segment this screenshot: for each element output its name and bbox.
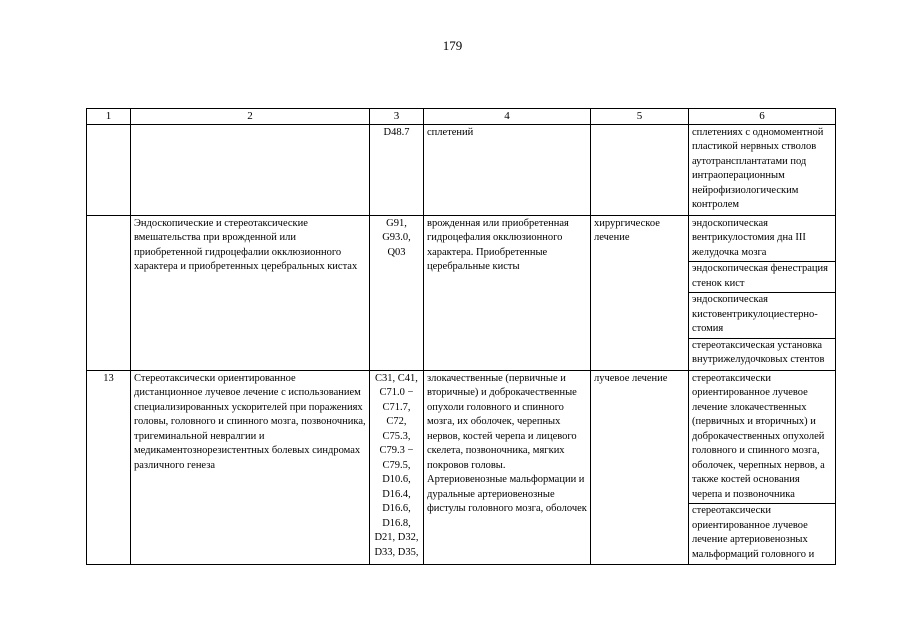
- treatment-method: эндоскопическая фенестрация стенок кист: [689, 262, 835, 293]
- treatment-method: сплетениях с одномоментной пластикой нервных стволов аутотрансплантатами под интраоперационным нейрофизиологическим контролем: [692, 126, 824, 210]
- patient-model-cell: врожденная или приобретенная гидроцефалия окклюзионного характера. Приобретенные церебральные кисты: [424, 215, 591, 370]
- procedures-table: [86, 108, 836, 565]
- column-number: 5: [591, 109, 689, 125]
- column-number: 2: [131, 109, 370, 125]
- treatment-method-cell: [689, 215, 836, 370]
- intervention-name-cell: [131, 124, 370, 215]
- icd-codes-cell: D48.7: [370, 124, 424, 215]
- row-number-cell: [87, 124, 131, 215]
- treatment-method: стереотаксически ориентированное лучевое лечение злокачественных (первичных и вторичных) и доброкачественных опухолей головного и спинного мозга, оболочек, черепных нервов, а также костей основания черепа и позвоночника: [689, 372, 835, 505]
- patient-model-cell: злокачественные (первичные и вторичные) и доброкачественные опухоли головного и спинного мозга, их оболочек, черепных нервов, костей черепа и лицевого скелета, позвоночника, мягких покровов головы. Артериовенозные мальформации и дуральные артериовенозные фистулы головного мозга, оболочек: [424, 370, 591, 565]
- treatment-method-cell: [689, 370, 836, 565]
- row-number-cell: [87, 215, 131, 370]
- table-row: [87, 215, 836, 370]
- column-number-row: [87, 109, 836, 125]
- treatment-method-cell: [689, 124, 836, 215]
- treatment-method: эндоскопическая вентрикулостомия дна III желудочка мозга: [689, 217, 835, 263]
- table-row: [87, 124, 836, 215]
- page-number: 179: [442, 38, 463, 53]
- intervention-name-cell: Стереотаксически ориентированное дистанционное лучевое лечение с использованием специализированных ускорителей при поражениях головы, головного и спинного мозга, позвоночника, тригеминальной невралгии и медикаментознорезистентных болевых синдромах различного генеза: [131, 370, 370, 565]
- table-row: [87, 370, 836, 565]
- treatment-method: стереотаксическая установка внутрижелудочковых стентов: [692, 339, 825, 365]
- column-number: 3: [370, 109, 424, 125]
- treatment-method: стереотаксически ориентированное лучевое лечение артериовенозных мальформаций головного и: [692, 505, 815, 560]
- intervention-name-cell: Эндоскопические и стереотаксические вмешательства при врожденной или приобретенной гидроцефалии окклюзионного характера и приобретенных церебральных кистах: [131, 215, 370, 370]
- column-number: 1: [87, 109, 131, 125]
- icd-codes-cell: G91, G93.0, Q03: [370, 215, 424, 370]
- treatment-type-cell: хирургическое лечение: [591, 215, 689, 370]
- treatment-method: эндоскопическая кистовентрикулоциестерно-стомия: [689, 293, 835, 339]
- row-number-cell: 13: [87, 370, 131, 565]
- column-number: 4: [424, 109, 591, 125]
- icd-codes-cell: C31, C41, C71.0 − C71.7, C72, C75.3, C79.3 − C79.5, D10.6, D16.4, D16.6, D16.8, D21, D32, D33, D35,: [370, 370, 424, 565]
- treatment-type-cell: лучевое лечение: [591, 370, 689, 565]
- column-number: 6: [689, 109, 836, 125]
- patient-model-cell: сплетений: [424, 124, 591, 215]
- treatment-type-cell: [591, 124, 689, 215]
